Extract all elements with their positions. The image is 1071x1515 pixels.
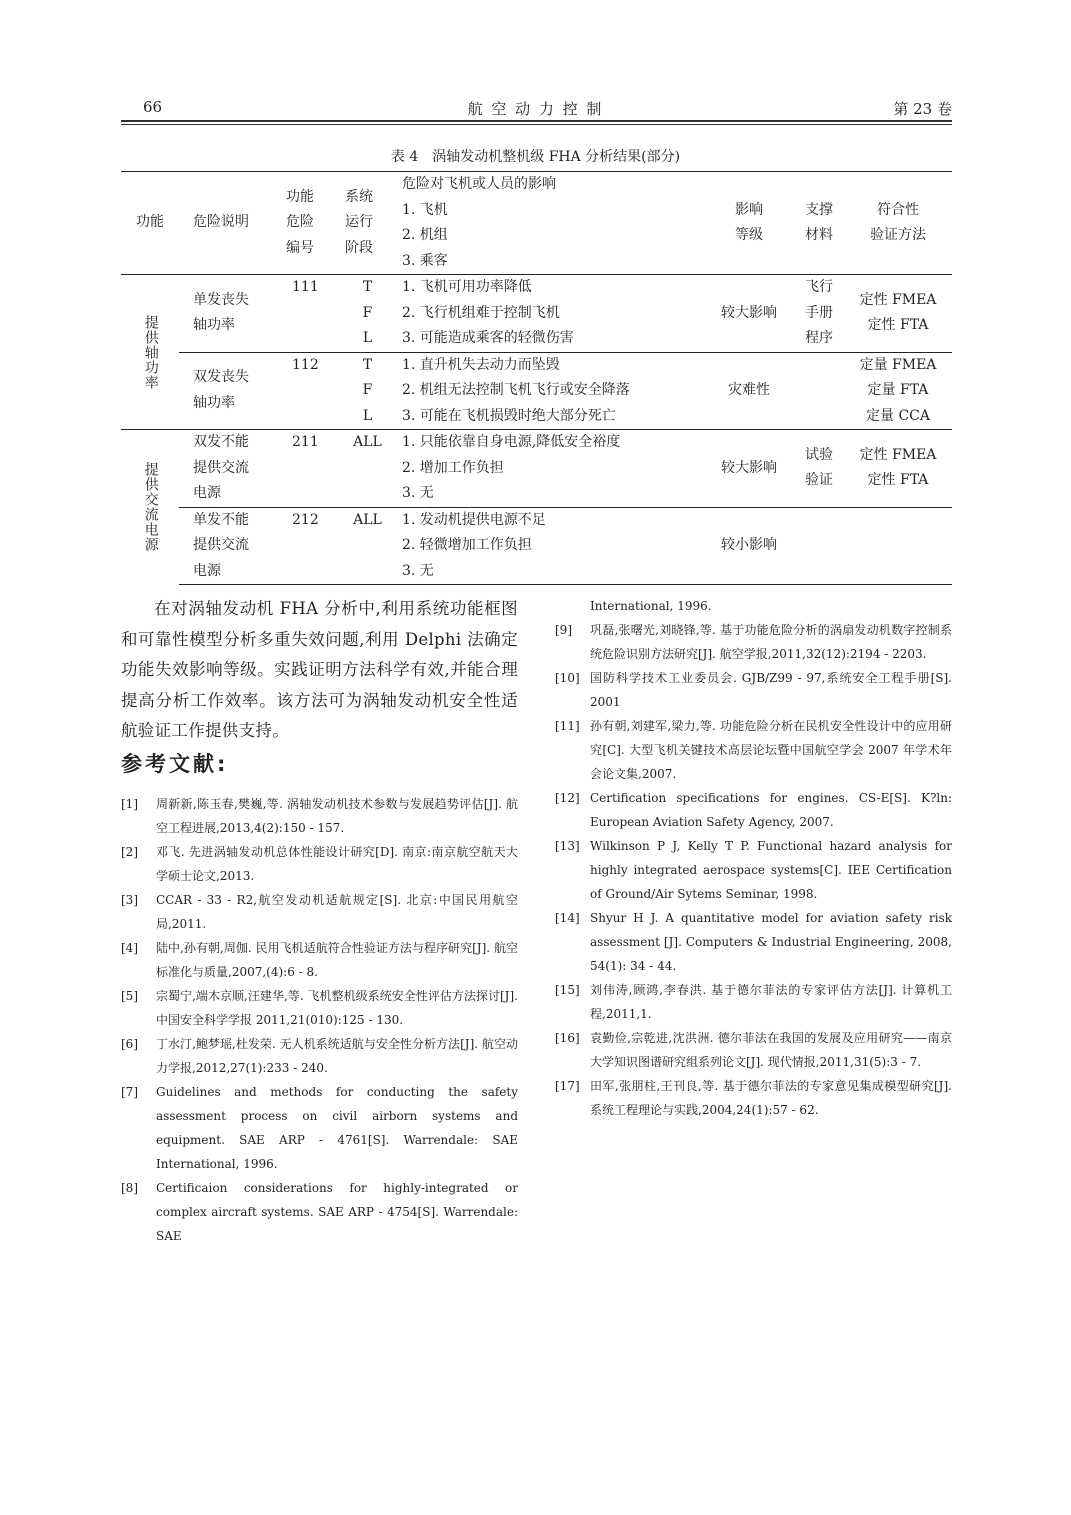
reference-number: [17] — [555, 1079, 580, 1093]
reference-number: [4] — [121, 941, 138, 955]
reference-item — [555, 618, 952, 666]
reference-item — [555, 834, 952, 906]
reference-text: 周新新,陈玉春,樊巍,等. 涡轴发动机技术参数与发展趋势评估[J]. 航空工程进展,2013,4(2):150 - 157. — [156, 797, 518, 835]
hazard-cell: 双发丧失 轴功率 — [179, 352, 280, 430]
table-row — [121, 507, 952, 585]
reference-item — [121, 840, 518, 888]
reference-text: International, 1996. — [590, 599, 712, 613]
fha-table — [121, 171, 952, 585]
conclusion-paragraph: 在对涡轴发动机 FHA 分析中,利用系统功能框图和可靠性模型分析多重失效问题,利用 Delphi 法确定功能失效影响等级。实践证明方法科学有效,并能合理提高分析工作效率。该方法可为涡轴发动机安全性适航验证工作提供支持。 — [121, 599, 518, 740]
reference-item — [555, 906, 952, 978]
header-rule — [121, 120, 952, 122]
function-cell: 提供交流电源 — [121, 430, 179, 585]
reference-text: 孙有朝,刘建军,梁力,等. 功能危险分析在民机安全性设计中的应用研究[C]. 大型飞机关键技术高层论坛暨中国航空学会 2007 年学术年会论文集,2007. — [590, 719, 952, 781]
level-cell: 较小影响 — [704, 507, 794, 585]
table-row — [121, 275, 952, 353]
reference-text: 田军,张朋柱,王刊良,等. 基于德尔菲法的专家意见集成模型研究[J]. 系统工程理论与实践,2004,24(1):57 - 62. — [590, 1079, 952, 1117]
header-method: 符合性 验证方法 — [870, 201, 926, 243]
reference-text: Shyur H J. A quantitative model for aviation safety risk assessment [J]. Computers & Industrial Engineering, 2008, 54(1): 34 - 44. — [590, 911, 952, 973]
reference-item — [121, 888, 518, 936]
reference-item — [121, 1032, 518, 1080]
table-header-row — [121, 172, 952, 275]
reference-text: 袁勤俭,宗乾进,沈洪洲. 德尔菲法在我国的发展及应用研究——南京大学知识图谱研究组系列论文[J]. 现代情报,2011,31(5):3 - 7. — [590, 1031, 952, 1069]
phase-cell: ALL — [336, 430, 399, 508]
header-level: 影响 等级 — [735, 201, 763, 243]
reference-item — [121, 792, 518, 840]
header-rule-thin — [121, 124, 952, 125]
reference-number: [16] — [555, 1031, 580, 1045]
reference-text: 宗蜀宁,端木京顺,汪建华,等. 飞机整机级系统安全性评估方法探讨[J]. 中国安全科学学报 2011,21(010):125 - 130. — [156, 989, 518, 1027]
references-left-column — [121, 792, 518, 1248]
effects-cell: 1. 只能依靠自身电源,降低安全裕度 2. 增加工作负担 3. 无 — [399, 430, 704, 508]
reference-item — [555, 786, 952, 834]
method-cell — [844, 507, 952, 585]
support-cell — [794, 507, 844, 585]
effects-cell: 1. 直升机失去动力而坠毁 2. 机组无法控制飞机飞行或安全降落 3. 可能在飞机损毁时绝大部分死亡 — [399, 352, 704, 430]
hazard-cell: 单发丧失 轴功率 — [193, 291, 249, 334]
header-function: 功能 — [136, 214, 164, 231]
reference-item — [555, 978, 952, 1026]
reference-item — [555, 714, 952, 786]
reference-text: 国防科学技术工业委员会. GJB/Z99 - 97,系统安全工程手册[S]. 2001 — [590, 671, 952, 709]
reference-text: Wilkinson P J, Kelly T P. Functional hazard analysis for highly integrated aerospace systems[C]. IEE Certification of Ground/Air Sytems Seminar, 1998. — [590, 839, 952, 901]
reference-text: 邓飞. 先进涡轴发动机总体性能设计研究[D]. 南京:南京航空航天大学硕士论文,2013. — [156, 845, 518, 883]
reference-number: [12] — [555, 791, 580, 805]
effects-cell: 1. 发动机提供电源不足 2. 轻微增加工作负担 3. 无 — [399, 507, 704, 585]
reference-number: [6] — [121, 1037, 138, 1051]
phase-cell: ALL — [336, 507, 399, 585]
phase-cell: T F L — [362, 279, 373, 346]
header-phase: 系统 运行 阶段 — [345, 188, 373, 256]
hazard-cell: 单发不能 提供交流 电源 — [179, 507, 280, 585]
reference-item — [121, 936, 518, 984]
code-cell: 212 — [280, 507, 336, 585]
reference-text: Certificaion considerations for highly-integrated or complex aircraft systems. SAE ARP - 4754[S]. Warrendale: SAE — [156, 1181, 518, 1243]
reference-item — [121, 1176, 518, 1248]
header-hazard: 危险说明 — [193, 214, 249, 231]
page-number: 66 — [143, 98, 163, 116]
reference-item — [555, 666, 952, 714]
effects-cell: 1. 飞机可用功率降低 2. 飞行机组难于控制飞机 3. 可能造成乘客的轻微伤害 — [402, 279, 574, 346]
reference-item — [555, 594, 952, 618]
reference-number: [2] — [121, 845, 138, 859]
reference-number: [5] — [121, 989, 138, 1003]
reference-number: [10] — [555, 671, 580, 685]
journal-title: 航 空 动 力 控 制 — [467, 100, 604, 118]
table-row — [121, 430, 952, 508]
header-support: 支撑 材料 — [805, 201, 833, 243]
method-cell: 定量 FMEA 定量 FTA 定量 CCA — [844, 352, 952, 430]
phase-cell: T F L — [336, 352, 399, 430]
reference-text: 刘伟涛,顾鸿,李春洪. 基于德尔菲法的专家评估方法[J]. 计算机工程,2011,1. — [590, 983, 952, 1021]
reference-item — [555, 1074, 952, 1122]
reference-number: [1] — [121, 797, 138, 811]
reference-text: 巩磊,张曙光,刘晓锋,等. 基于功能危险分析的涡扇发动机数字控制系统危险识别方法研究[J]. 航空学报,2011,32(12):2194 - 2203. — [590, 623, 952, 661]
volume-label: 第 23 卷 — [893, 100, 952, 118]
hazard-cell: 双发不能 提供交流 电源 — [179, 430, 280, 508]
reference-text: 丁水汀,鲍梦瑶,杜发荣. 无人机系统适航与安全性分析方法[J]. 航空动力学报,2012,27(1):233 - 240. — [156, 1037, 518, 1075]
references-right-column — [555, 594, 952, 1122]
code-cell: 111 — [292, 279, 319, 295]
function-cell: 提供轴功率 — [142, 314, 159, 390]
code-cell: 112 — [280, 352, 336, 430]
reference-text: Certification specifications for engines. CS-E[S]. K?ln: European Aviation Safety Agency, 2007. — [590, 791, 952, 829]
reference-number: [15] — [555, 983, 580, 997]
code-cell: 211 — [280, 430, 336, 508]
reference-text: 陆中,孙有朝,周伽. 民用飞机适航符合性验证方法与程序研究[J]. 航空标准化与质量,2007,(4):6 - 8. — [156, 941, 518, 979]
reference-text: Guidelines and methods for conducting the safety assessment process on civil airborn systems and equipment. SAE ARP - 4761[S]. Warrendale: SAE International, 1996. — [156, 1085, 518, 1171]
support-cell: 飞行 手册 程序 — [805, 279, 833, 346]
reference-number: [13] — [555, 839, 580, 853]
reference-number: [14] — [555, 911, 580, 925]
support-cell: 试验 验证 — [794, 430, 844, 508]
reference-text: CCAR - 33 - R2,航空发动机适航规定[S]. 北京:中国民用航空局,2011. — [156, 893, 518, 931]
reference-item — [121, 984, 518, 1032]
method-cell: 定性 FMEA 定性 FTA — [844, 430, 952, 508]
method-cell: 定性 FMEA 定性 FTA — [859, 291, 937, 334]
support-cell — [794, 352, 844, 430]
reference-number: [3] — [121, 893, 138, 907]
level-cell: 灾难性 — [704, 352, 794, 430]
table-row — [121, 352, 952, 430]
reference-number: [11] — [555, 719, 580, 733]
reference-item — [555, 1026, 952, 1074]
header-code: 功能 危险 编号 — [286, 188, 314, 256]
table-caption: 表 4 涡轴发动机整机级 FHA 分析结果(部分) — [390, 149, 681, 165]
reference-number: [9] — [555, 623, 572, 637]
reference-number: [7] — [121, 1085, 138, 1099]
level-cell: 较大影响 — [721, 304, 777, 321]
reference-item — [121, 1080, 518, 1176]
reference-number: [8] — [121, 1181, 138, 1195]
header-effects: 危险对飞机或人员的影响 1. 飞机 2. 机组 3. 乘客 — [402, 176, 556, 269]
level-cell: 较大影响 — [704, 430, 794, 508]
references-heading: 参考文献: — [121, 752, 229, 776]
